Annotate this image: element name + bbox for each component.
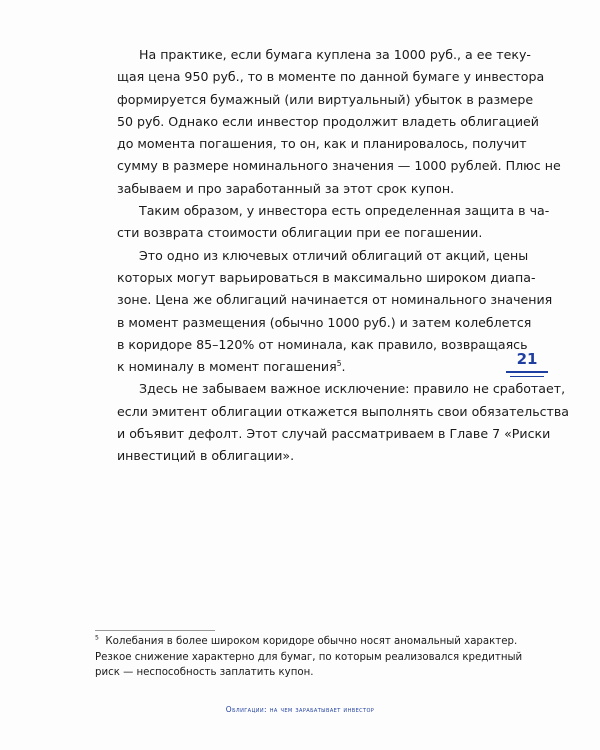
page-number-rule-thin: [510, 376, 544, 377]
paragraph-1: [95, 44, 561, 200]
text-line: и объявит дефолт. Этот случай рассматриваем в Главе 7 «Риски: [117, 426, 551, 442]
page-number-block: [506, 350, 548, 377]
footnote-line: Резкое снижение характерно для бумаг, по которым реализовался кредитный: [95, 651, 523, 663]
text-line: забываем и про заработанный за этот срок купон.: [117, 180, 455, 196]
page-number-rule: [506, 371, 548, 373]
text-line: формируется бумажный (или виртуальный) убыток в размере: [117, 91, 534, 107]
footnote-line: [95, 634, 518, 650]
text-line: Это одно из ключевых отличий облигаций от акций, цены: [139, 247, 529, 263]
footnote-line: риск — неспособность заплатить купон.: [95, 667, 314, 679]
text-line: которых могут варьироваться в максимально широком диапа-: [117, 269, 536, 285]
paragraph-2: [95, 200, 550, 245]
text-line: щая цена 950 руб., то в моменте по данной бумаге у инвестора: [117, 69, 545, 85]
footnote-marker: 5: [95, 634, 99, 642]
text-line: к номиналу в момент погашения: [117, 359, 337, 375]
paragraph-4: [95, 378, 570, 467]
footnote-text: Колебания в более широком коридоре обычно носят аномальный характер.: [105, 636, 518, 647]
text-line: 50 руб. Однако если инвестор продолжит владеть облигацией: [117, 113, 539, 129]
text-line-with-footnote: к номиналу в момент погашения$^5$.: [117, 358, 346, 375]
text-line: до момента погашения, то он, как и планировалось, получит: [117, 136, 527, 152]
text-line: зоне. Цена же облигаций начинается от номинального значения: [117, 292, 553, 308]
text-line: сти возврата стоимости облигации при ее погашении.: [117, 225, 483, 241]
page-number: 21: [516, 350, 538, 368]
footnote-divider: [95, 630, 215, 631]
footnote: [95, 634, 523, 681]
text-line: в момент размещения (обычно 1000 руб.) и затем колеблется: [117, 314, 532, 330]
footnote-reference[interactable]: 5: [336, 358, 342, 368]
text-line: Таким образом, у инвестора есть определенная защита в ча-: [139, 203, 550, 219]
text-line: инвестиций в облигации».: [117, 448, 295, 464]
text-line: На практике, если бумага куплена за 1000 руб., а ее теку-: [139, 47, 531, 62]
text-line: сумму в размере номинального значения — 1000 рублей. Плюс не: [117, 158, 561, 174]
text-line: если эмитент облигации откажется выполнять свои обязательства: [117, 403, 570, 419]
text-line: в коридоре 85–120% от номинала, как правило, возвращаясь: [117, 336, 528, 352]
running-footer: Облигации: на чем зарабатывает инвестор: [225, 705, 375, 714]
text-line: Здесь не забываем важное исключение: правило не сработает,: [139, 381, 566, 397]
